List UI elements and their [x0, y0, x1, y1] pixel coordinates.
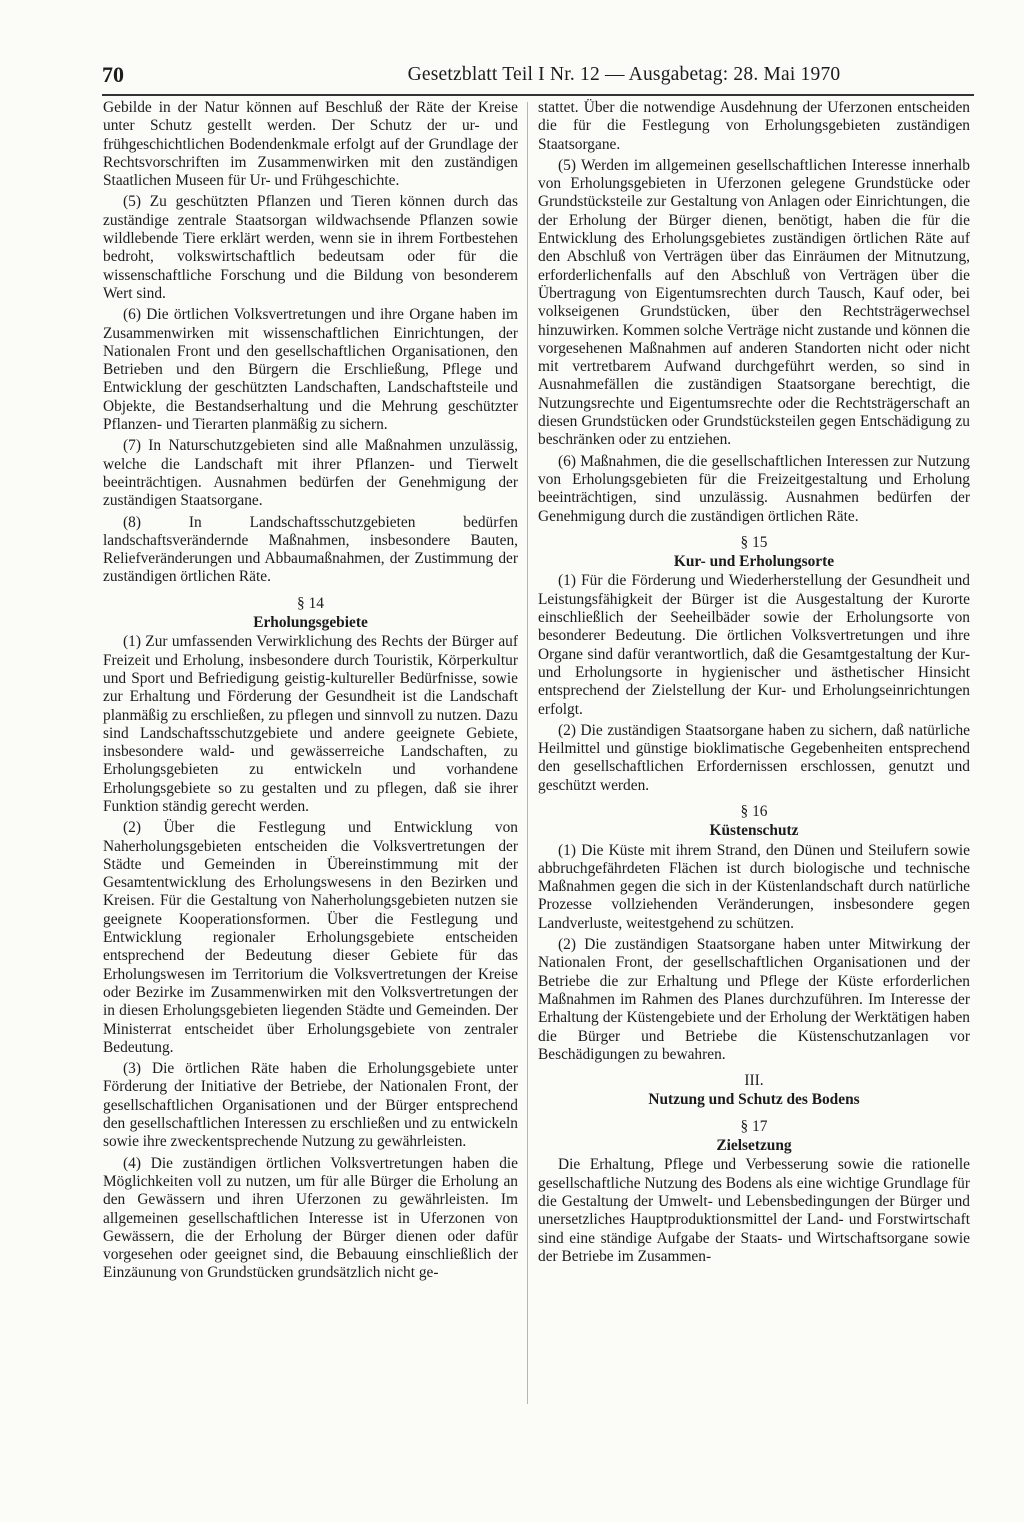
section-title: Küstenschutz: [709, 822, 799, 840]
paragraph: (2) Die zuständigen Staatsorgane haben zu sichern, daß natürliche Heilmittel und günstige bioklimatische Gegebenheiten entsprechend den gesellschaftlichen Erfordernissen erschlossen, genutzt und geschützt werden.: [538, 721, 970, 794]
paragraph: (5) Werden im allgemeinen gesellschaftlichen Interesse innerhalb von Erholungsgebieten in Uferzonen gelegene Grundstücke oder Grundstücksteile zur Gestaltung von Anlagen oder Einrichtungen, die der Erholung der Bürger dienen, benötigt, haben die für die Entwicklung des Erholungsgebietes zuständigen örtlichen Räte auf den Abschluß von Verträgen über das Einräumen der Mitnutzung, erforderlichenfalls auf den Abschluß von Verträgen über die Übertragung von Eigentumsrechten durch Tausch, Kauf oder, bei volkseigenen Grundstücken, über den Rechtsträgerwechsel hinzuwirken. Kommen solche Verträge nicht zustande und können die vorgesehenen Maßnahmen auf anderen Standorten nicht oder nicht mit vertretbarem Aufwand durchgeführt werden, so sind in Ausnahmefällen die zuständigen Staatsorgane berechtigt, die Nutzungsrechte und Eigentumsrechte oder die Rechtsträgerschaft an diesen Grundstücken oder Grundstücksteilen gegen Entschädigung zu beschränken oder zu entziehen.: [538, 156, 970, 449]
page-header: [102, 58, 974, 96]
section-number: § 15: [740, 533, 768, 551]
paragraph: (1) Zur umfassenden Verwirklichung des Rechts der Bürger auf Freizeit und Erholung, insbesondere durch Touristik, Körperkultur und Sport und Befriedigung geistig-kultureller Bedürfnisse, sowie zur Erhaltung und Förderung der Gesundheit ist die Landschaft planmäßig zu erschließen, zu pflegen und sinnvoll zu nutzen. Dazu sind Landschaftsschutzgebiete und andere geeignete Gebiete, insbesondere wald- und gewässerreiche Landschaften, zu Erholungsgebieten zu entwickeln und vorhandene Erholungsgebiete so zu gestalten und zu pflegen, daß sie ihrer Funktion ständig gerecht werden.: [103, 633, 518, 815]
section-number: § 16: [740, 802, 768, 820]
paragraph: (8) In Landschaftsschutzgebieten bedürfen landschaftsverändernde Maßnahmen, insbesondere Bauten, Reliefveränderungen und Abbaumaßnahmen, der Zustimmung der zuständigen örtlichen Räte.: [103, 513, 518, 586]
section-title: Kur- und Erholungsorte: [673, 553, 835, 571]
paragraph: (6) Die örtlichen Volksvertretungen und ihre Organe haben im Zusammenwirken mit wissenschaftlichen Einrichtungen, der Nationalen Front und den gesellschaftlichen Organisationen, den Betrieben und den Bürgern die Erschließung, Pflege und Entwicklung der geschützten Landschaften, Landschaftsteile und Objekte, die Bestandserhaltung und die Mehrung geschützter Pflanzen- und Tierarten planmäßig zu sichern.: [103, 306, 518, 434]
paragraph: (4) Die zuständigen örtlichen Volksvertretungen haben die Möglichkeiten voll zu nutzen, um für alle Bürger die Erholung an den Gewässern und ihren Uferzonen zu gewährleisten. Im allgemeinen gesellschaftlichen Interesse ist in Uferzonen von Gewässern, die der Erholung der Bürger dienen oder dafür vorgesehen oder geeignet sind, die Bebauung einschließlich der Einzäunung von Grundstücken grundsätzlich nicht ge-: [103, 1154, 518, 1282]
section-number: § 17: [740, 1117, 768, 1135]
paragraph: (3) Die örtlichen Räte haben die Erholungsgebiete unter Förderung der Initiative der Betriebe, der Nationalen Front, der gesellschaftlichen Organisationen und der Bürger entsprechend den gesellschaftlichen Interessen zu erschließen und zu entwickeln sowie ihre zweckentsprechende Nutzung zu gewährleisten.: [103, 1060, 518, 1151]
running-head: Gesetzblatt Teil I Nr. 12 — Ausgabetag: 28. Mai 1970: [407, 64, 841, 85]
paragraph: (6) Maßnahmen, die die gesellschaftlichen Interessen zur Nutzung von Erholungsgebieten für die Freizeitgestaltung und Erholung beeinträchtigen, sind unzulässig. Ausnahmen bedürfen der Genehmigung durch die zuständigen örtlichen Räte.: [538, 452, 970, 525]
column-divider: [527, 102, 528, 1404]
paragraph: (5) Zu geschützten Pflanzen und Tieren können durch das zuständige zentrale Staatsorgan wildwachsende Pflanzen sowie wildlebende Tiere erklärt werden, wenn sie in ihrem Fortbestehen bedroht, volkswirtschaftlich bedeutsam oder für die wissenschaftliche Forschung und die Bildung von besonderem Wert sind.: [103, 193, 518, 302]
part-number: III.: [744, 1072, 764, 1090]
section-number: § 14: [297, 594, 324, 612]
paragraph: (2) Über die Festlegung und Entwicklung von Naherholungsgebieten entscheiden die Volksvertretungen der Städte und Gemeinden in Übereinstimmung mit der Gesamtentwicklung des Erholungswesens in den Bezirken und Kreisen. Für die Gestaltung von Naherholungsgebieten nutzen sie geeignete Kooperationsformen. Über die Festlegung und Entwicklung regionaler Erholungsgebiete entscheiden entsprechend der Bedeutung dieser Gebiete für das Erholungswesen im Territorium die Volksvertretungen der Kreise oder Bezirke im Zusammenwirken mit den Volksvertretungen der in diesen Erholungsgebieten liegenden Städte und Gemeinden. Der Ministerrat entscheidet über Erholungsgebiete von zentraler Bedeutung.: [103, 819, 518, 1056]
right-column: [538, 99, 970, 1269]
page-number: 70: [102, 62, 124, 87]
paragraph: stattet. Über die notwendige Ausdehnung der Uferzonen entscheiden die für die Festlegung von Erholungsgebieten zuständigen Staatsorgane.: [538, 99, 970, 153]
part-title: Nutzung und Schutz des Bodens: [648, 1091, 860, 1109]
paragraph: (1) Für die Förderung und Wiederherstellung der Gesundheit und Leistungsfähigkeit der Bürger ist die Ausgestaltung der Kurorte einschließlich der Seeheilbäder sowie der Erholungsorte von besonderer Bedeutung. Die örtlichen Volksvertretungen und ihre Organe sind dafür verantwortlich, daß die Gesamtgestaltung der Kur- und Erholungsorte in hygienischer und ästhetischer Hinsicht entsprechend der Zielstellung der Kur- und Erholungseinrichtungen erfolgt.: [538, 572, 970, 718]
paragraph: (7) In Naturschutzgebieten sind alle Maßnahmen unzulässig, welche die Landschaft mit ihrer Pflanzen- und Tierwelt beeinträchtigen. Ausnahmen bedürfen der Genehmigung der zuständigen Staatsorgane.: [103, 437, 518, 510]
paragraph: Gebilde in der Natur können auf Beschluß der Räte der Kreise unter Schutz gestellt werden. Der Schutz der ur- und frühgeschichtlichen Bodendenkmale erfolgt auf der Grundlage der Rechtsvorschriften im Zusammenwirken mit den zuständigen Staatlichen Museen für Ur- und Frühgeschichte.: [103, 99, 518, 190]
paragraph: (1) Die Küste mit ihrem Strand, den Dünen und Steilufern sowie abbruchgefährdeten Flächen ist durch biologische und technische Maßnahmen gegen die sich in der Küstenlandschaft durch natürliche Prozesse vollziehenden Veränderungen, insbesondere gegen Landverluste, weitestgehend zu schützen.: [538, 841, 970, 932]
section-title: Erholungsgebiete: [253, 614, 368, 632]
paragraph: (2) Die zuständigen Staatsorgane haben unter Mitwirkung der Nationalen Front, der gesellschaftlichen Organisationen und der Betriebe die zur Erhaltung und Pflege der Küste erforderlichen Maßnahmen im Rahmen des Planes durchzuführen. Im Interesse der Erhaltung der Küstengebiete und der Erholung der Werktätigen haben die Bürger und Betriebe die Küstenschutzanlagen vor Beschädigungen zu bewahren.: [538, 936, 970, 1063]
paragraph: Die Erhaltung, Pflege und Verbesserung sowie die rationelle gesellschaftliche Nutzung des Bodens als eine wichtige Grundlage für die Gestaltung der Umwelt- und Lebensbedingungen der Bürger und unersetzliches Hauptproduktionsmittel der Land- und Forstwirtschaft sind eine ständige Aufgabe der Staats- und Wirtschaftsorgane sowie der Betriebe im Zusammen-: [538, 1156, 970, 1265]
section-title: Zielsetzung: [716, 1137, 792, 1155]
left-column: [103, 99, 518, 1286]
